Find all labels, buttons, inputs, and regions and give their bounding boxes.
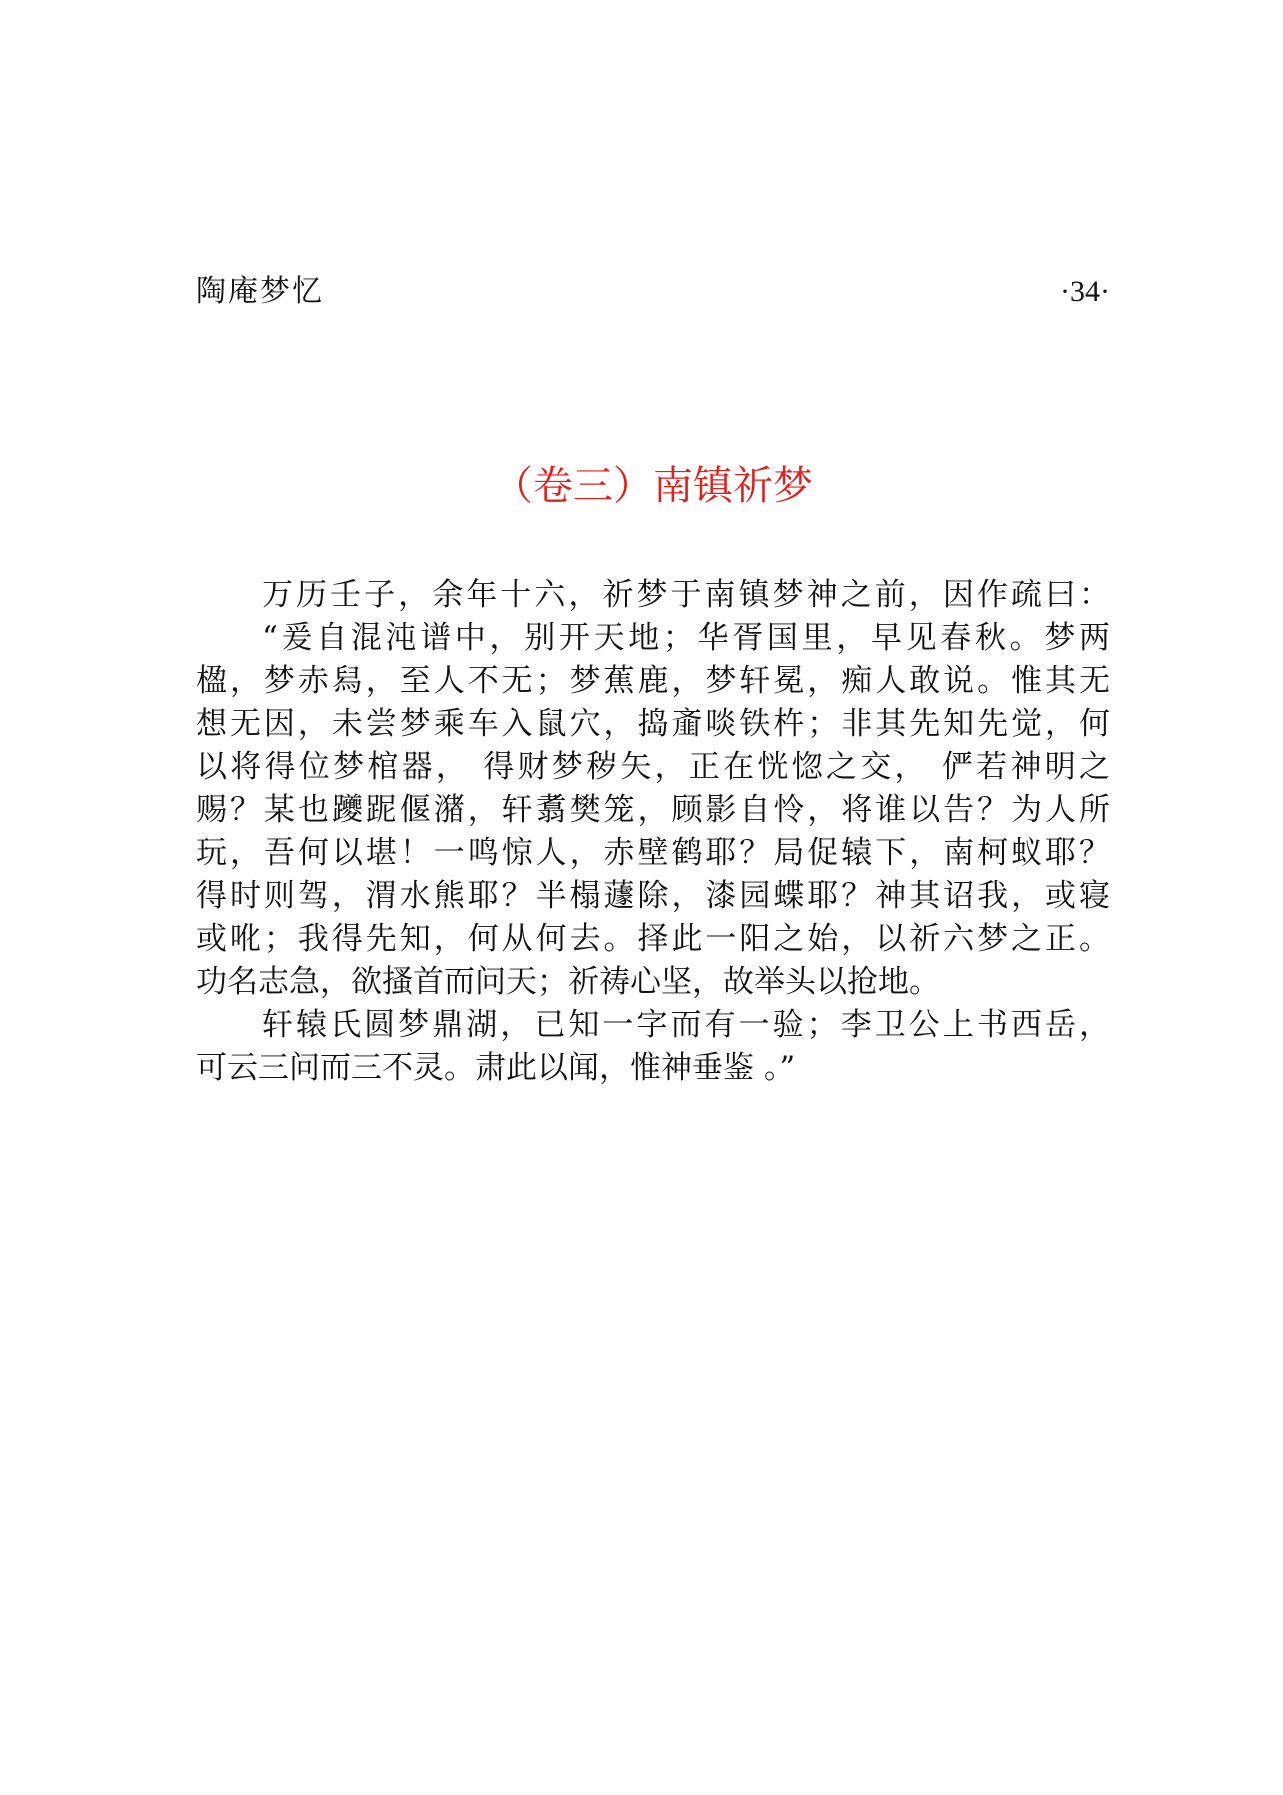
- paragraph-line: 以将得位梦棺器， 得财梦秽矢，正在恍惚之交， 俨若神明之: [196, 749, 1110, 785]
- paragraph-line: 得时则驾，渭水熊耶？半榻蘧除，漆园蝶耶？神其诏我，或寝: [196, 878, 1110, 914]
- paragraph-line: 想无因，未尝梦乘车入鼠穴，捣齑啖铁杵；非其先知先觉，何: [196, 706, 1110, 742]
- running-header: [196, 270, 1110, 314]
- paragraph-line: 可云三问而三不灵。肃此以闻，惟神垂鉴 。”: [196, 1050, 796, 1086]
- page-number: ·34·: [1060, 275, 1110, 308]
- paragraph-line: 赐？某也躨跜偃潴，轩翥樊笼，顾影自怜，将谁以告？为人所: [196, 792, 1110, 828]
- paragraph-line: 万历壬子，余年十六，祈梦于南镇梦神之前，因作疏曰：: [262, 577, 1110, 613]
- paragraph-line: 功名志急，欲搔首而问天；祈祷心坚，故举头以抢地。: [196, 964, 940, 1000]
- paragraph-line: 楹，梦赤舄，至人不无；梦蕉鹿，梦轩冕，痴人敢说。惟其无: [196, 663, 1110, 699]
- body-text: [196, 574, 1110, 1090]
- paragraph-line: “爰自混沌谱中，别开天地；华胥国里，早见春秋。梦两: [262, 620, 1110, 656]
- chapter-title: （卷三）南镇祈梦: [493, 463, 813, 509]
- paragraph-line: 玩，吾何以堪！一鸣惊人，赤壁鹤耶？局促辕下，南柯蚁耶？: [196, 835, 1110, 871]
- paragraph-line: 轩辕氏圆梦鼎湖，已知一字而有一验；李卫公上书西岳，: [262, 1007, 1110, 1043]
- paragraph-line: 或吪；我得先知，何从何去。择此一阳之始，以祈六梦之正。: [196, 921, 1110, 957]
- book-title: 陶庵梦忆: [196, 274, 324, 309]
